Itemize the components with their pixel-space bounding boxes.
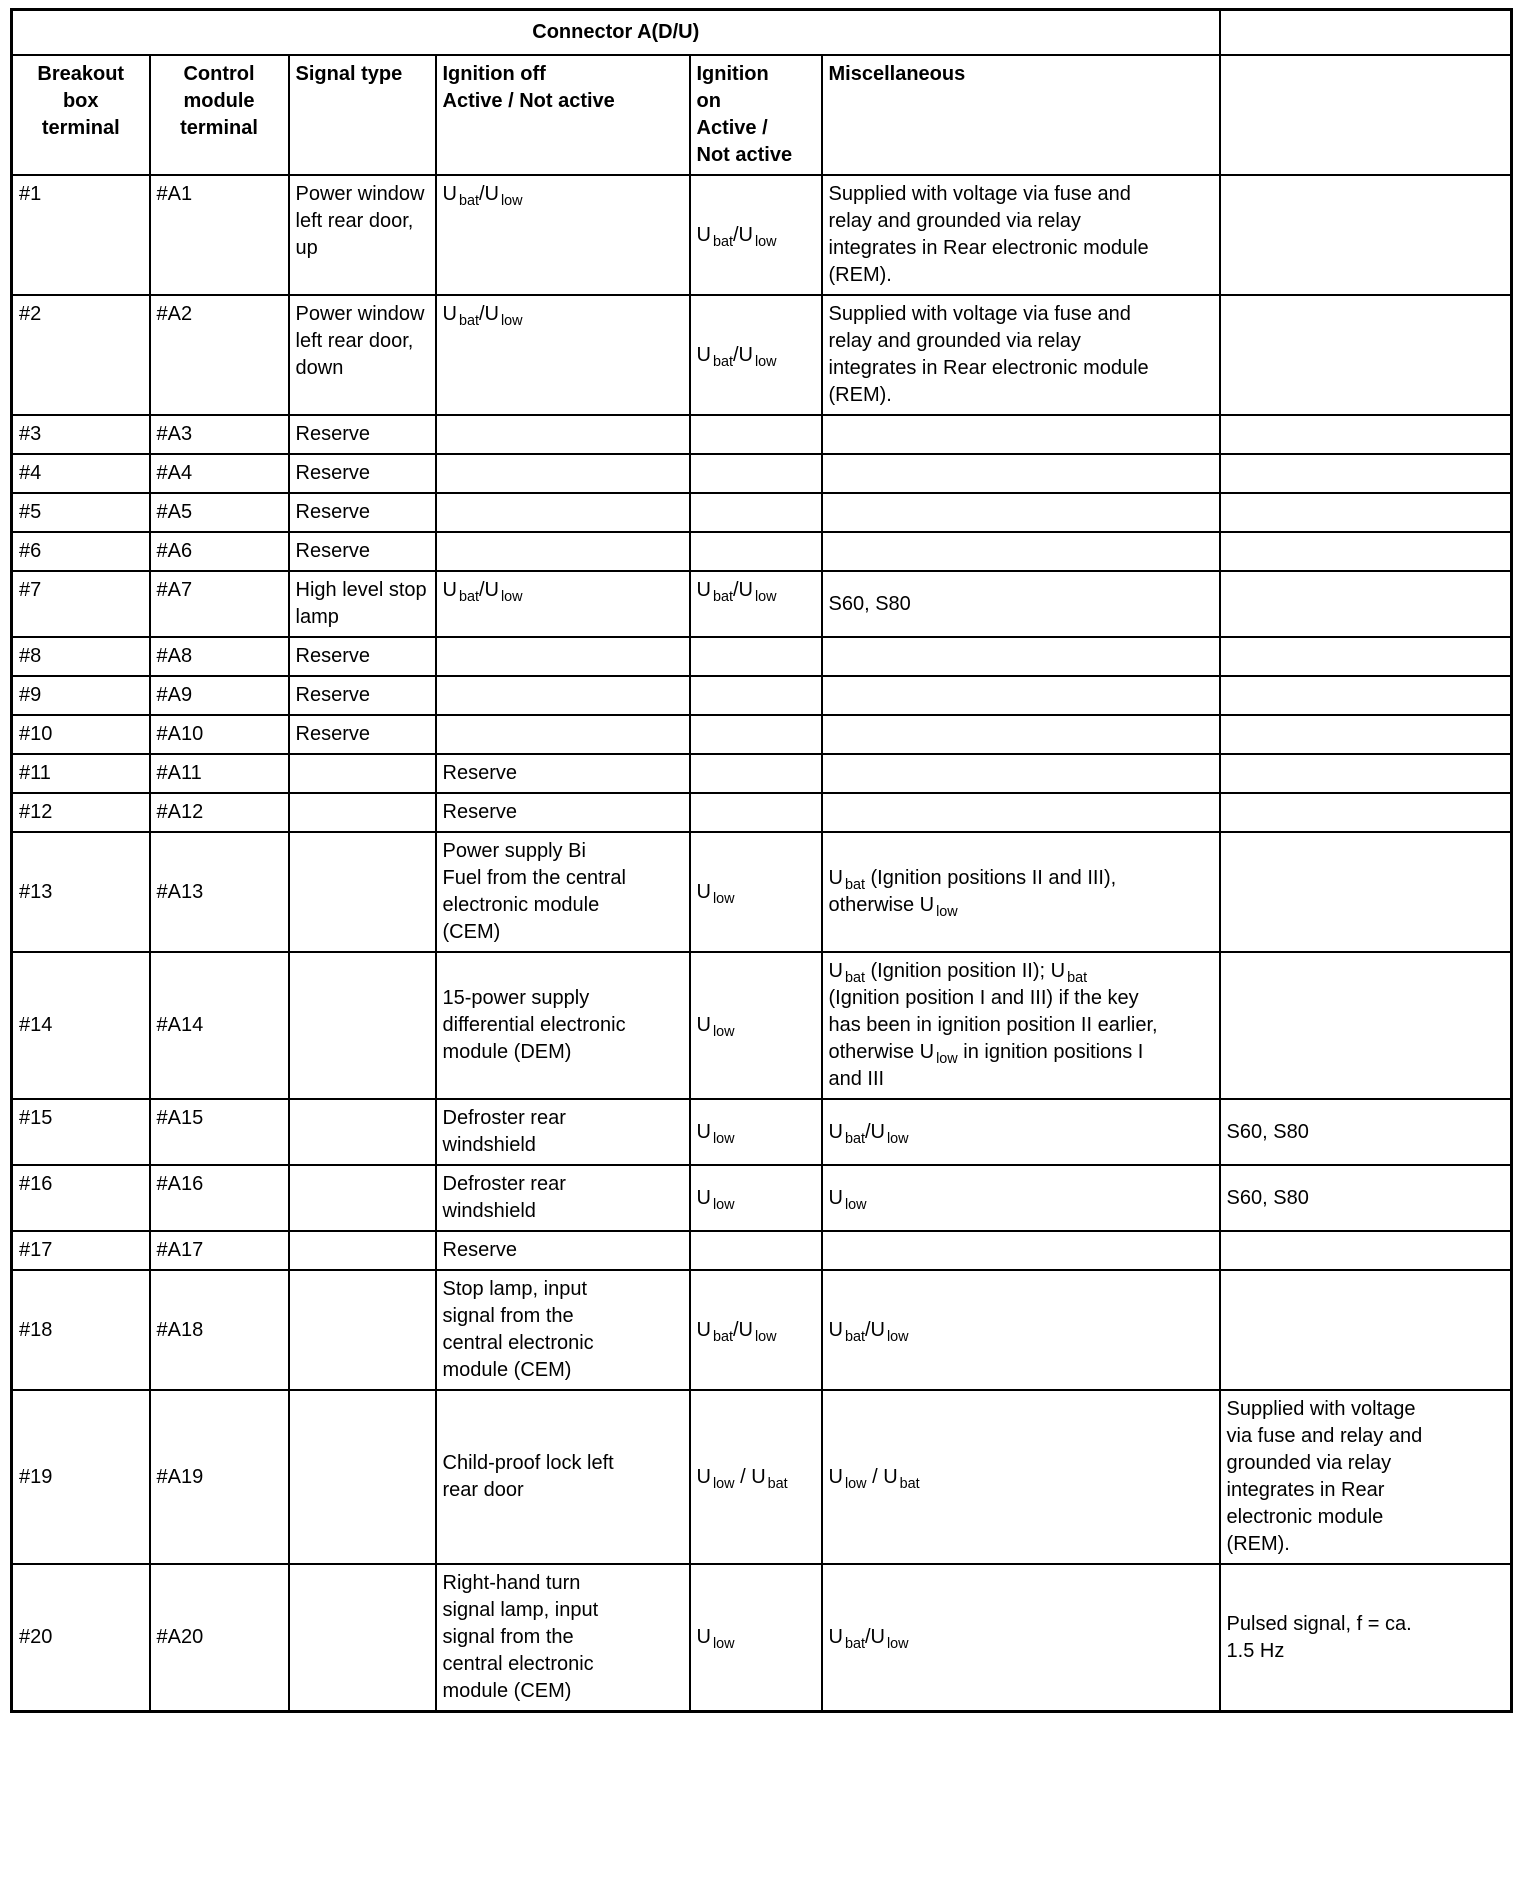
column-header-signal-type: Signal type xyxy=(289,55,436,175)
cell-ignition-off: Power supply Bi Fuel from the central electronic module (CEM) xyxy=(436,832,690,952)
table-row-20 xyxy=(12,1564,1512,1712)
cell-miscellaneous xyxy=(822,1231,1220,1270)
cell-notes xyxy=(1220,454,1512,493)
cell-control-module-terminal: #A4 xyxy=(150,454,289,493)
cell-ignition-off: Child-proof lock left rear door xyxy=(436,1390,690,1564)
table-row-19 xyxy=(12,1390,1512,1564)
table-row-14 xyxy=(12,952,1512,1099)
cell-miscellaneous: U $_{bat}$ (Ignition position II); U $_{bat}$ (Ignition position I and III) if the key has been in ignition position II earlier, otherwise U $_{low}$ in ignition positions I and III xyxy=(822,952,1220,1099)
cell-ignition-on: U $_{low}$ / U $_{bat}$ xyxy=(690,1390,822,1564)
cell-ignition-on xyxy=(690,715,822,754)
cell-signal-type: Reserve xyxy=(289,532,436,571)
cell-ignition-off xyxy=(436,676,690,715)
cell-ignition-off: Right-hand turn signal lamp, input signal from the central electronic module (CEM) xyxy=(436,1564,690,1712)
table-title-side-cell xyxy=(1220,10,1512,56)
cell-miscellaneous: U $_{low}$ / U $_{bat}$ xyxy=(822,1390,1220,1564)
cell-breakout-box-terminal: #1 xyxy=(12,175,150,295)
table-row-13 xyxy=(12,832,1512,952)
cell-breakout-box-terminal: #17 xyxy=(12,1231,150,1270)
cell-breakout-box-terminal: #5 xyxy=(12,493,150,532)
table-row-10 xyxy=(12,715,1512,754)
cell-control-module-terminal: #A5 xyxy=(150,493,289,532)
cell-notes xyxy=(1220,832,1512,952)
column-header-control-module-terminal: Control module terminal xyxy=(150,55,289,175)
cell-notes xyxy=(1220,1270,1512,1390)
table-header-row xyxy=(12,55,1512,175)
cell-breakout-box-terminal: #3 xyxy=(12,415,150,454)
cell-signal-type xyxy=(289,1390,436,1564)
cell-miscellaneous xyxy=(822,454,1220,493)
cell-ignition-on xyxy=(690,637,822,676)
cell-ignition-off: Reserve xyxy=(436,793,690,832)
cell-breakout-box-terminal: #12 xyxy=(12,793,150,832)
cell-miscellaneous xyxy=(822,754,1220,793)
cell-ignition-on: U $_{bat}$/U $_{low}$ xyxy=(690,571,822,637)
table-row-15 xyxy=(12,1099,1512,1165)
cell-notes xyxy=(1220,637,1512,676)
cell-ignition-on: U $_{low}$ xyxy=(690,832,822,952)
table-row-4 xyxy=(12,454,1512,493)
column-header-ignition-on: Ignition on Active / Not active xyxy=(690,55,822,175)
cell-signal-type xyxy=(289,793,436,832)
cell-control-module-terminal: #A8 xyxy=(150,637,289,676)
cell-signal-type xyxy=(289,1564,436,1712)
cell-notes xyxy=(1220,175,1512,295)
column-header-breakout-box-terminal: Breakout box terminal xyxy=(12,55,150,175)
cell-ignition-on xyxy=(690,493,822,532)
cell-miscellaneous: U $_{bat}$ (Ignition positions II and III), otherwise U $_{low}$ xyxy=(822,832,1220,952)
cell-signal-type: Reserve xyxy=(289,493,436,532)
cell-ignition-off xyxy=(436,637,690,676)
cell-miscellaneous xyxy=(822,793,1220,832)
cell-notes: S60, S80 xyxy=(1220,1165,1512,1231)
cell-signal-type xyxy=(289,1231,436,1270)
table-row-18 xyxy=(12,1270,1512,1390)
cell-miscellaneous: U $_{low}$ xyxy=(822,1165,1220,1231)
cell-control-module-terminal: #A13 xyxy=(150,832,289,952)
cell-breakout-box-terminal: #9 xyxy=(12,676,150,715)
table-row-6 xyxy=(12,532,1512,571)
cell-notes xyxy=(1220,754,1512,793)
cell-notes xyxy=(1220,532,1512,571)
cell-ignition-on xyxy=(690,793,822,832)
table-body xyxy=(12,175,1512,1712)
cell-ignition-on: U $_{bat}$/U $_{low}$ xyxy=(690,175,822,295)
cell-miscellaneous: Supplied with voltage via fuse and relay and grounded via relay integrates in Rear electronic module (REM). xyxy=(822,175,1220,295)
cell-signal-type: Power window left rear door, up xyxy=(289,175,436,295)
cell-notes xyxy=(1220,571,1512,637)
cell-ignition-off: Reserve xyxy=(436,1231,690,1270)
cell-breakout-box-terminal: #20 xyxy=(12,1564,150,1712)
cell-ignition-off: U $_{bat}$/U $_{low}$ xyxy=(436,295,690,415)
cell-notes xyxy=(1220,493,1512,532)
cell-control-module-terminal: #A9 xyxy=(150,676,289,715)
table-row-7 xyxy=(12,571,1512,637)
cell-signal-type: Reserve xyxy=(289,715,436,754)
cell-control-module-terminal: #A7 xyxy=(150,571,289,637)
table-row-2 xyxy=(12,295,1512,415)
cell-control-module-terminal: #A14 xyxy=(150,952,289,1099)
cell-miscellaneous: Supplied with voltage via fuse and relay and grounded via relay integrates in Rear electronic module (REM). xyxy=(822,295,1220,415)
cell-control-module-terminal: #A20 xyxy=(150,1564,289,1712)
cell-ignition-on xyxy=(690,754,822,793)
table-row-8 xyxy=(12,637,1512,676)
cell-control-module-terminal: #A15 xyxy=(150,1099,289,1165)
cell-miscellaneous xyxy=(822,637,1220,676)
cell-signal-type xyxy=(289,1099,436,1165)
cell-notes xyxy=(1220,952,1512,1099)
cell-ignition-off: U $_{bat}$/U $_{low}$ xyxy=(436,175,690,295)
table-row-11 xyxy=(12,754,1512,793)
cell-signal-type: Reserve xyxy=(289,415,436,454)
cell-notes xyxy=(1220,1231,1512,1270)
column-header-miscellaneous: Miscellaneous xyxy=(822,55,1220,175)
cell-signal-type: Power window left rear door, down xyxy=(289,295,436,415)
cell-control-module-terminal: #A11 xyxy=(150,754,289,793)
table-row-17 xyxy=(12,1231,1512,1270)
cell-ignition-on: U $_{low}$ xyxy=(690,1165,822,1231)
cell-ignition-on xyxy=(690,676,822,715)
cell-miscellaneous: U $_{bat}$/U $_{low}$ xyxy=(822,1270,1220,1390)
table-row-12 xyxy=(12,793,1512,832)
cell-control-module-terminal: #A1 xyxy=(150,175,289,295)
cell-breakout-box-terminal: #7 xyxy=(12,571,150,637)
cell-control-module-terminal: #A12 xyxy=(150,793,289,832)
cell-control-module-terminal: #A18 xyxy=(150,1270,289,1390)
table-row-1 xyxy=(12,175,1512,295)
cell-breakout-box-terminal: #16 xyxy=(12,1165,150,1231)
column-header-ignition-off: Ignition off Active / Not active xyxy=(436,55,690,175)
cell-breakout-box-terminal: #14 xyxy=(12,952,150,1099)
cell-breakout-box-terminal: #2 xyxy=(12,295,150,415)
cell-ignition-off: 15-power supply differential electronic module (DEM) xyxy=(436,952,690,1099)
column-header-notes xyxy=(1220,55,1512,175)
cell-ignition-on xyxy=(690,415,822,454)
cell-miscellaneous xyxy=(822,676,1220,715)
cell-control-module-terminal: #A10 xyxy=(150,715,289,754)
cell-ignition-off xyxy=(436,493,690,532)
cell-miscellaneous xyxy=(822,493,1220,532)
cell-ignition-off: Stop lamp, input signal from the central electronic module (CEM) xyxy=(436,1270,690,1390)
cell-notes xyxy=(1220,793,1512,832)
table-row-5 xyxy=(12,493,1512,532)
cell-ignition-on xyxy=(690,1231,822,1270)
cell-breakout-box-terminal: #8 xyxy=(12,637,150,676)
cell-notes xyxy=(1220,295,1512,415)
cell-breakout-box-terminal: #4 xyxy=(12,454,150,493)
cell-ignition-on: U $_{bat}$/U $_{low}$ xyxy=(690,295,822,415)
table-row-3 xyxy=(12,415,1512,454)
cell-breakout-box-terminal: #19 xyxy=(12,1390,150,1564)
cell-ignition-off xyxy=(436,454,690,493)
cell-ignition-off xyxy=(436,715,690,754)
cell-ignition-on xyxy=(690,532,822,571)
connector-pinout-table xyxy=(10,8,1513,1713)
cell-notes: Supplied with voltage via fuse and relay and grounded via relay integrates in Rear electronic module (REM). xyxy=(1220,1390,1512,1564)
cell-ignition-off: Defroster rear windshield xyxy=(436,1165,690,1231)
cell-ignition-off: U $_{bat}$/U $_{low}$ xyxy=(436,571,690,637)
cell-miscellaneous: S60, S80 xyxy=(822,571,1220,637)
cell-notes: Pulsed signal, f = ca. 1.5 Hz xyxy=(1220,1564,1512,1712)
cell-control-module-terminal: #A17 xyxy=(150,1231,289,1270)
cell-notes xyxy=(1220,715,1512,754)
table-row-16 xyxy=(12,1165,1512,1231)
cell-ignition-on: U $_{low}$ xyxy=(690,1099,822,1165)
cell-miscellaneous: U $_{bat}$/U $_{low}$ xyxy=(822,1564,1220,1712)
cell-signal-type: Reserve xyxy=(289,676,436,715)
table-title-row xyxy=(12,10,1512,56)
cell-breakout-box-terminal: #15 xyxy=(12,1099,150,1165)
cell-miscellaneous xyxy=(822,532,1220,571)
cell-signal-type xyxy=(289,1270,436,1390)
cell-breakout-box-terminal: #10 xyxy=(12,715,150,754)
cell-breakout-box-terminal: #13 xyxy=(12,832,150,952)
cell-breakout-box-terminal: #6 xyxy=(12,532,150,571)
cell-ignition-on: U $_{low}$ xyxy=(690,1564,822,1712)
cell-ignition-off xyxy=(436,415,690,454)
cell-signal-type xyxy=(289,754,436,793)
cell-ignition-on xyxy=(690,454,822,493)
cell-control-module-terminal: #A16 xyxy=(150,1165,289,1231)
cell-miscellaneous: U $_{bat}$/U $_{low}$ xyxy=(822,1099,1220,1165)
cell-ignition-off: Reserve xyxy=(436,754,690,793)
cell-notes: S60, S80 xyxy=(1220,1099,1512,1165)
cell-ignition-on: U $_{bat}$/U $_{low}$ xyxy=(690,1270,822,1390)
cell-signal-type xyxy=(289,832,436,952)
cell-ignition-off: Defroster rear windshield xyxy=(436,1099,690,1165)
cell-breakout-box-terminal: #11 xyxy=(12,754,150,793)
cell-signal-type xyxy=(289,952,436,1099)
cell-ignition-off xyxy=(436,532,690,571)
cell-control-module-terminal: #A19 xyxy=(150,1390,289,1564)
table-row-9 xyxy=(12,676,1512,715)
cell-control-module-terminal: #A3 xyxy=(150,415,289,454)
cell-breakout-box-terminal: #18 xyxy=(12,1270,150,1390)
table-title: Connector A(D/U) xyxy=(12,10,1220,56)
cell-control-module-terminal: #A6 xyxy=(150,532,289,571)
cell-notes xyxy=(1220,676,1512,715)
cell-miscellaneous xyxy=(822,415,1220,454)
cell-signal-type: High level stop lamp xyxy=(289,571,436,637)
cell-ignition-on: U $_{low}$ xyxy=(690,952,822,1099)
cell-signal-type: Reserve xyxy=(289,637,436,676)
cell-control-module-terminal: #A2 xyxy=(150,295,289,415)
cell-signal-type: Reserve xyxy=(289,454,436,493)
cell-notes xyxy=(1220,415,1512,454)
cell-signal-type xyxy=(289,1165,436,1231)
cell-miscellaneous xyxy=(822,715,1220,754)
